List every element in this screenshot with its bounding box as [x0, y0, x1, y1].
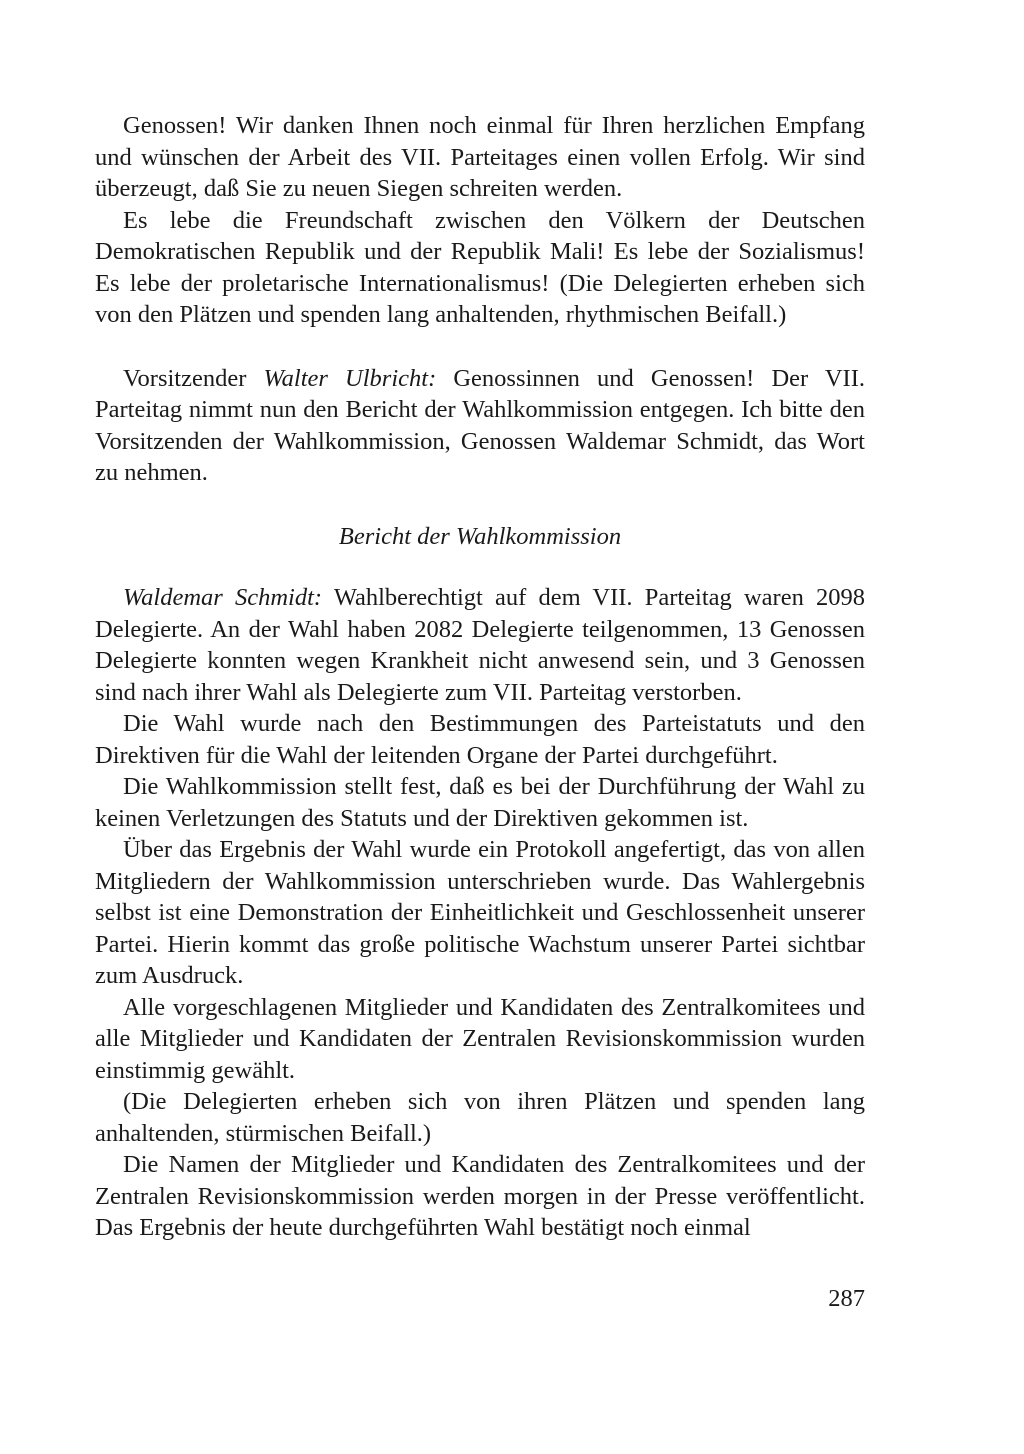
spacer	[95, 489, 865, 521]
report-speaker-name: Waldemar Schmidt:	[123, 584, 323, 611]
report-opening	[95, 582, 865, 708]
report-paragraph-6: Die Namen der Mitglieder und Kandidaten des Zentralkomitees und der Zentralen Revisionskommission werden morgen in der Presse veröffentlicht. Das Ergebnis der heute durchgeführten Wahl bestätigt noch einmal	[95, 1151, 865, 1241]
report-paragraph-5: (Die Delegierten erheben sich von ihren Plätzen und spenden lang anhaltenden, stürmischen Beifall.)	[95, 1088, 865, 1147]
paragraph-2: Es lebe die Freundschaft zwischen den Völkern der Deutschen Demokratischen Republik und der Republik Mali! Es lebe der Sozialismus! Es lebe der proletarische Internationalismus! (Die Delegierten erheben sich von den Plätzen und spenden lang anhaltenden, rhythmischen Beifall.)	[95, 206, 865, 328]
report-paragraph-3: Über das Ergebnis der Wahl wurde ein Protokoll angefertigt, das von allen Mitgliedern der Wahlkommission unterschrieben wurde. Das Wahlergebnis selbst ist eine Demonstration der Einheitlichkeit und Geschlossenheit unserer Partei. Hierin kommt das große politische Wachstum unserer Partei sichtbar zum Ausdruck.	[95, 836, 865, 989]
spacer	[95, 552, 865, 582]
report-opening-text: Wahlberechtigt auf dem VII. Parteitag waren 2098 Delegierte. An der Wahl haben 2082 Delegierte teilgenommen, 13 Genossen Delegierte konnten wegen Krankheit nicht anwesend sein, und 3 Genossen sind nach ihrer Wahl als Delegierte zum VII. Parteitag verstorben.	[95, 584, 865, 706]
paragraph-1: Genossen! Wir danken Ihnen noch einmal für Ihren herzlichen Empfang und wünschen der Arbeit des VII. Parteitages einen vollen Erfolg. Wir sind überzeugt, daß Sie zu neuen Siegen schreiten werden.	[95, 112, 865, 202]
spacer	[95, 331, 865, 363]
report-paragraph-1: Die Wahl wurde nach den Bestimmungen des Parteistatuts und den Direktiven für die Wahl der leitenden Organe der Partei durchgeführt.	[95, 710, 865, 769]
chair-statement-text: Genossinnen und Genossen! Der VII. Parteitag nimmt nun den Bericht der Wahlkommission entgegen. Ich bitte den Vorsitzenden der Wahlkommission, Genossen Waldemar Schmidt, das Wort zu nehmen.	[95, 364, 865, 486]
section-heading: Bericht der Wahlkommission	[338, 522, 622, 550]
document-page	[95, 110, 865, 1312]
page-number: 287	[828, 1285, 865, 1312]
chair-title: Vorsitzender	[123, 364, 264, 392]
chair-statement	[95, 363, 865, 489]
report-paragraph-2: Die Wahlkommission stellt fest, daß es bei der Durchführung der Wahl zu keinen Verletzungen des Statuts und der Direktiven gekommen ist.	[95, 773, 865, 832]
report-paragraph-4: Alle vorgeschlagenen Mitglieder und Kandidaten des Zentralkomitees und alle Mitglieder und Kandidaten der Zentralen Revisionskommission wurden einstimmig gewählt.	[95, 993, 865, 1084]
chair-speaker-name: Walter Ulbricht:	[263, 364, 437, 392]
